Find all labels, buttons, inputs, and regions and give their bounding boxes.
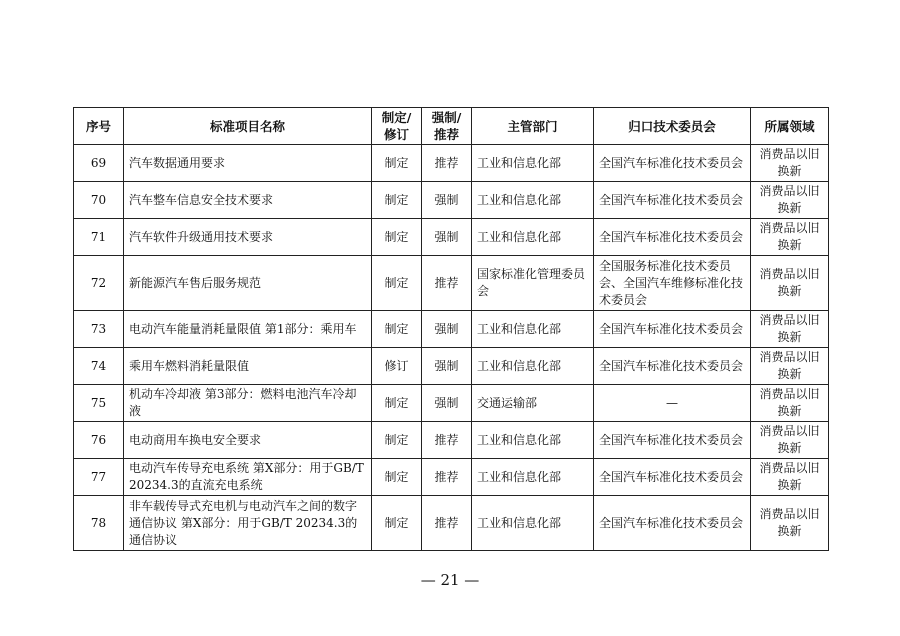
cell-mandatory: 强制: [422, 348, 472, 385]
cell-mandatory: 推荐: [422, 145, 472, 182]
cell-dept: 工业和信息化部: [472, 219, 594, 256]
cell-committee: 全国汽车标准化技术委员会: [594, 145, 751, 182]
cell-no: 77: [74, 459, 124, 496]
cell-name: 乘用车燃料消耗量限值: [124, 348, 372, 385]
cell-field: 消费品以旧换新: [751, 348, 829, 385]
header-mandatory: 强制/推荐: [422, 108, 472, 145]
cell-field: 消费品以旧换新: [751, 311, 829, 348]
cell-dept: 工业和信息化部: [472, 422, 594, 459]
table-row: [74, 219, 829, 256]
cell-no: 75: [74, 385, 124, 422]
cell-committee: 全国汽车标准化技术委员会: [594, 311, 751, 348]
cell-no: 73: [74, 311, 124, 348]
cell-no: 71: [74, 219, 124, 256]
header-name: 标准项目名称: [124, 108, 372, 145]
cell-no: 72: [74, 256, 124, 311]
cell-field: 消费品以旧换新: [751, 385, 829, 422]
cell-type: 修订: [372, 348, 422, 385]
cell-name: 汽车软件升级通用技术要求: [124, 219, 372, 256]
header-type: 制定/修订: [372, 108, 422, 145]
cell-name: 电动汽车能量消耗量限值 第1部分：乘用车: [124, 311, 372, 348]
header-dept: 主管部门: [472, 108, 594, 145]
table-row: [74, 145, 829, 182]
cell-committee: 全国汽车标准化技术委员会: [594, 422, 751, 459]
cell-dept: 工业和信息化部: [472, 182, 594, 219]
cell-type: 制定: [372, 459, 422, 496]
cell-name: 电动商用车换电安全要求: [124, 422, 372, 459]
cell-no: 74: [74, 348, 124, 385]
cell-no: 70: [74, 182, 124, 219]
cell-dept: 工业和信息化部: [472, 496, 594, 551]
cell-type: 制定: [372, 219, 422, 256]
cell-no: 78: [74, 496, 124, 551]
table-row: [74, 459, 829, 496]
cell-name: 汽车整车信息安全技术要求: [124, 182, 372, 219]
cell-type: 制定: [372, 311, 422, 348]
cell-type: 制定: [372, 385, 422, 422]
header-no: 序号: [74, 108, 124, 145]
cell-mandatory: 强制: [422, 182, 472, 219]
table-row: [74, 256, 829, 311]
cell-name: 机动车冷却液 第3部分：燃料电池汽车冷却液: [124, 385, 372, 422]
cell-dept: 工业和信息化部: [472, 311, 594, 348]
cell-mandatory: 推荐: [422, 459, 472, 496]
table-row: [74, 348, 829, 385]
cell-field: 消费品以旧换新: [751, 182, 829, 219]
cell-no: 69: [74, 145, 124, 182]
cell-dept: 工业和信息化部: [472, 459, 594, 496]
cell-committee: 全国服务标准化技术委员会、全国汽车维修标准化技术委员会: [594, 256, 751, 311]
cell-no: 76: [74, 422, 124, 459]
cell-mandatory: 推荐: [422, 422, 472, 459]
cell-committee: —: [594, 385, 751, 422]
cell-name: 新能源汽车售后服务规范: [124, 256, 372, 311]
cell-committee: 全国汽车标准化技术委员会: [594, 459, 751, 496]
header-row: [74, 108, 829, 145]
cell-type: 制定: [372, 182, 422, 219]
cell-field: 消费品以旧换新: [751, 422, 829, 459]
header-field: 所属领域: [751, 108, 829, 145]
cell-field: 消费品以旧换新: [751, 256, 829, 311]
cell-dept: 国家标准化管理委员会: [472, 256, 594, 311]
cell-name: 汽车数据通用要求: [124, 145, 372, 182]
page-number: — 21 —: [420, 571, 480, 589]
standards-table: [73, 107, 829, 551]
cell-field: 消费品以旧换新: [751, 459, 829, 496]
cell-mandatory: 推荐: [422, 256, 472, 311]
cell-committee: 全国汽车标准化技术委员会: [594, 219, 751, 256]
table-row: [74, 496, 829, 551]
cell-dept: 交通运输部: [472, 385, 594, 422]
cell-committee: 全国汽车标准化技术委员会: [594, 348, 751, 385]
cell-type: 制定: [372, 145, 422, 182]
cell-field: 消费品以旧换新: [751, 145, 829, 182]
table-row: [74, 385, 829, 422]
cell-name: 电动汽车传导充电系统 第X部分：用于GB/T 20234.3的直流充电系统: [124, 459, 372, 496]
cell-type: 制定: [372, 256, 422, 311]
table-row: [74, 182, 829, 219]
cell-field: 消费品以旧换新: [751, 496, 829, 551]
cell-mandatory: 强制: [422, 385, 472, 422]
header-committee: 归口技术委员会: [594, 108, 751, 145]
table-row: [74, 422, 829, 459]
cell-dept: 工业和信息化部: [472, 348, 594, 385]
cell-name: 非车载传导式充电机与电动汽车之间的数字通信协议 第X部分：用于GB/T 20234.3的通信协议: [124, 496, 372, 551]
cell-mandatory: 强制: [422, 219, 472, 256]
cell-mandatory: 强制: [422, 311, 472, 348]
cell-dept: 工业和信息化部: [472, 145, 594, 182]
table-row: [74, 311, 829, 348]
cell-type: 制定: [372, 496, 422, 551]
cell-committee: 全国汽车标准化技术委员会: [594, 182, 751, 219]
cell-mandatory: 推荐: [422, 496, 472, 551]
cell-type: 制定: [372, 422, 422, 459]
cell-field: 消费品以旧换新: [751, 219, 829, 256]
cell-committee: 全国汽车标准化技术委员会: [594, 496, 751, 551]
